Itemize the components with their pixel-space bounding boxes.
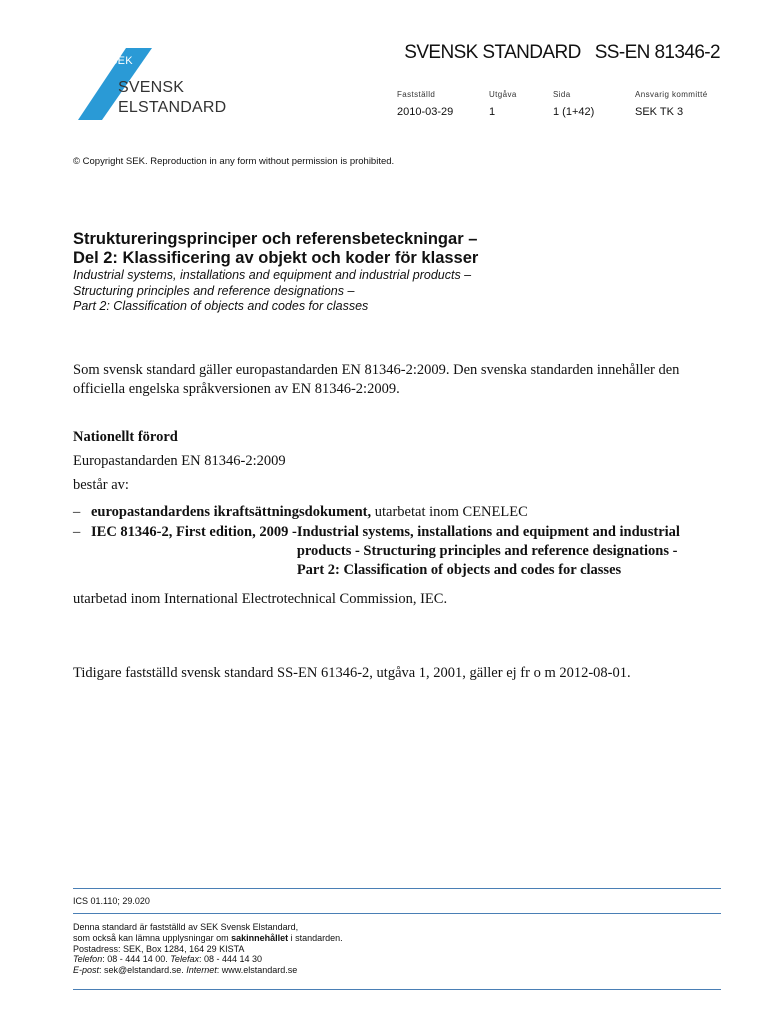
footer-rule-middle (73, 913, 721, 914)
item2-line3: Part 2: Classification of objects and codes for classes (296, 562, 622, 578)
phone-value: : 08 - 444 14 00. (102, 954, 171, 965)
footer-rule-bottom (73, 989, 721, 990)
meta-label-kommitte: Ansvarig kommitté (635, 90, 708, 99)
footer-rule-top (73, 888, 721, 889)
title-swedish (73, 230, 693, 268)
meta-label-utgava: Utgåva (489, 90, 517, 99)
email-value[interactable]: : sek@elstandard.se. (99, 965, 187, 976)
item1-rest: utarbetat inom CENELEC (371, 504, 528, 520)
phone-label: Telefon (73, 954, 103, 965)
logo-line2: ELSTANDARD (118, 99, 227, 116)
meta-value-sida: 1 (1+42) (553, 106, 595, 118)
footer-line3: Postadress: SEK, Box 1284, 164 29 KISTA (73, 943, 245, 954)
fax-value: : 08 - 444 14 30 (198, 954, 263, 965)
europa-line: Europastandarden EN 81346-2:2009 (73, 453, 286, 469)
list-item (73, 503, 528, 522)
standard-type: SVENSK STANDARD (404, 42, 581, 63)
meta-value-utgava: 1 (489, 106, 496, 118)
intro-paragraph: Som svensk standard gäller europastandarden EN 81346-2:2009. Den svenska standarden innehåller den officiella engelska språkversionen av EN 81346-2:2009. (73, 362, 680, 397)
national-foreword-heading: Nationellt förord (73, 429, 178, 445)
title-en-line1: Industrial systems, installations and equipment and industrial products – (73, 268, 472, 282)
web-label: Internet (186, 965, 217, 976)
footer-line2-bold: sakinnehållet (231, 932, 289, 943)
email-label: E-post (73, 965, 100, 976)
standard-title (404, 42, 720, 64)
footer-phone-line (73, 954, 493, 965)
footer-contact (73, 922, 493, 976)
meta-label-sida: Sida (553, 90, 571, 99)
footer-email-line (73, 965, 493, 976)
item2-line2: products - Structuring principles and reference designations - (296, 543, 678, 559)
title-en-line2: Structuring principles and reference designations – (73, 283, 355, 298)
sek-logo (78, 48, 238, 120)
item2-lead: IEC 81346-2, First edition, 2009 - (91, 524, 297, 540)
title-english (73, 268, 693, 315)
logo-line1: SVENSK (118, 79, 185, 96)
list-dash: – (73, 524, 81, 540)
item2-description (297, 523, 680, 580)
consists-of-line: består av: (73, 477, 129, 493)
logo-badge: SEK (110, 55, 133, 67)
list-dash: – (73, 504, 81, 520)
prepared-by: utarbetad inom International Electrotechnical Commission, IEC. (73, 591, 448, 607)
title-sv-line1: Struktureringsprinciper och referensbeteckningar – (73, 230, 478, 248)
list-item (73, 523, 733, 580)
standard-number: SS-EN 81346-2 (594, 42, 720, 63)
footer-line2-post: i standarden. (288, 932, 343, 943)
ics-code: ICS 01.110; 29.020 (73, 896, 150, 906)
meta-label-faststalld: Fastställd (397, 90, 436, 99)
footer-line1: Denna standard är fastställd av SEK Svensk Elstandard, (73, 922, 299, 932)
meta-value-faststalld: 2010-03-29 (397, 106, 454, 118)
title-en-line3: Part 2: Classification of objects and codes for classes (73, 299, 369, 313)
meta-value-kommitte: SEK TK 3 (635, 106, 684, 118)
item1-bold: europastandardens ikraftsättningsdokument, (91, 504, 372, 520)
previous-standard-note: Tidigare fastställd svensk standard SS-EN 61346-2, utgåva 1, 2001, gäller ej fr o m 2012-08-01. (73, 665, 631, 681)
fax-label: Telefax (170, 954, 199, 965)
title-sv-line2: Del 2: Klassificering av objekt och koder för klasser (73, 249, 479, 267)
footer-line2 (73, 933, 493, 944)
web-value[interactable]: : www.elstandard.se (216, 965, 298, 976)
copyright-notice: © Copyright SEK. Reproduction in any form without permission is prohibited. (73, 156, 395, 167)
item2-line1: Industrial systems, installations and equipment and industrial (296, 524, 680, 540)
footer-line2-pre: som också kan lämna upplysningar om (73, 932, 232, 943)
